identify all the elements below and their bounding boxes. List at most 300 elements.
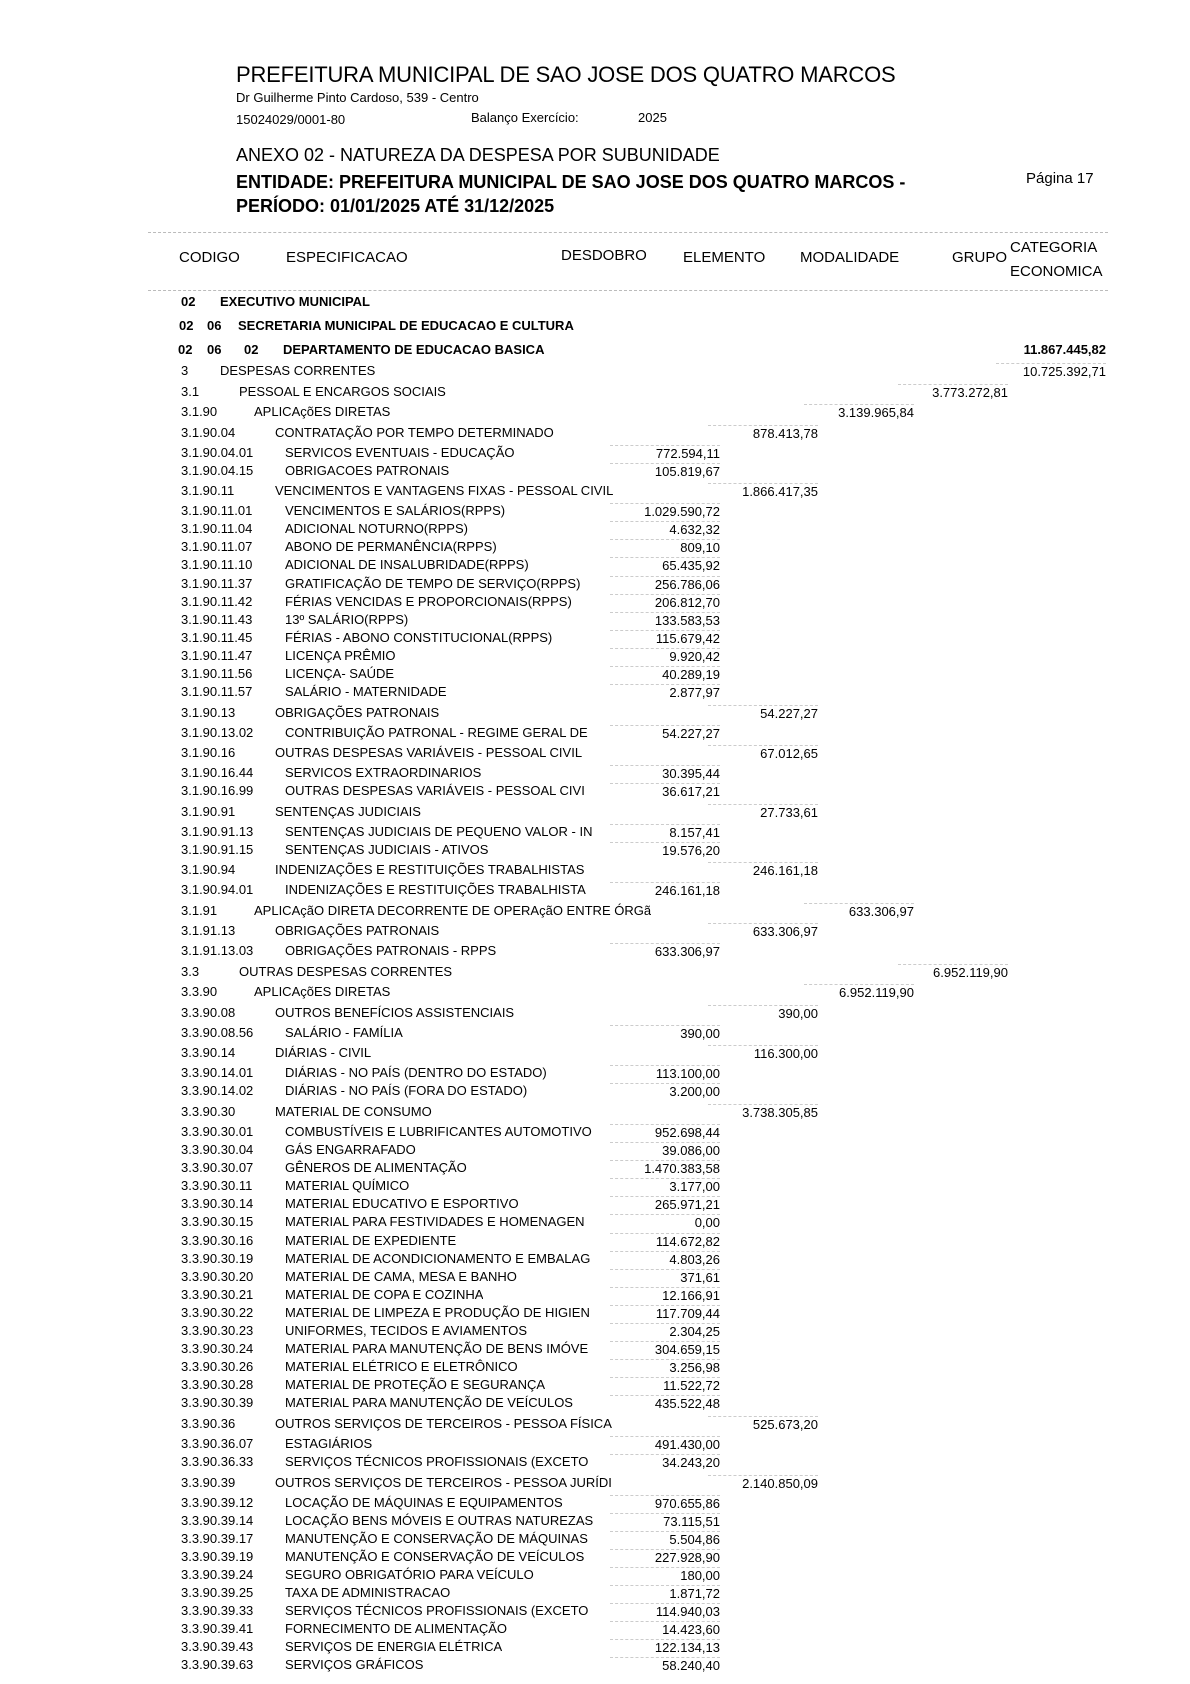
row-description: INDENIZAÇÕES E RESTITUIÇÕES TRABALHISTAS (275, 862, 585, 878)
unit-level-1-code: 02 (181, 294, 196, 309)
row-value-desd: 65.435,92 (610, 557, 720, 573)
table-row (0, 1567, 1190, 1585)
table-row (0, 1269, 1190, 1287)
table-row (0, 684, 1190, 702)
row-code: 3.3.90.39.63 (181, 1657, 254, 1673)
row-value-desd: 40.289,19 (610, 666, 720, 682)
row-code: 3.3.90.39 (181, 1474, 236, 1490)
row-value-desd: 122.134,13 (610, 1639, 720, 1655)
table-row (0, 1513, 1190, 1531)
row-value-desd: 117.709,44 (610, 1305, 720, 1321)
col-economica: ECONOMICA (1010, 263, 1103, 280)
row-value-elem: 67.012,65 (708, 745, 818, 761)
balanco-label: Balanço Exercício: (471, 110, 579, 125)
table-row (0, 1639, 1190, 1657)
table-row (0, 425, 1190, 443)
row-description: MATERIAL DE EXPEDIENTE (285, 1232, 457, 1248)
row-code: 3.3.90.30.07 (181, 1160, 254, 1176)
row-value-desd: 30.395,44 (610, 765, 720, 781)
row-description: MATERIAL DE LIMPEZA E PRODUÇÃO DE HIGIEN (285, 1304, 590, 1320)
row-description: OUTROS SERVIÇOS DE TERCEIROS - PESSOA JURÍDI (275, 1474, 612, 1490)
row-code: 3.1.90.91 (181, 803, 236, 819)
row-code: 3.1.91 (181, 902, 218, 918)
table-row (0, 463, 1190, 481)
row-code: 3.1.90.16 (181, 745, 236, 761)
row-value-desd: 180,00 (610, 1567, 720, 1583)
table-row (0, 1083, 1190, 1101)
row-value-mod: 6.952.119,90 (804, 984, 914, 1000)
row-value-grupo: 3.773.272,81 (898, 384, 1008, 400)
column-divider (148, 290, 1108, 291)
row-code: 3.3.90.39.33 (181, 1603, 254, 1619)
row-code: 3.3.90.30.19 (181, 1250, 254, 1266)
row-description: MANUTENÇÃO E CONSERVAÇÃO DE VEÍCULOS (285, 1548, 585, 1564)
row-description: FORNECIMENTO DE ALIMENTAÇÃO (285, 1621, 507, 1637)
table-row (0, 1621, 1190, 1639)
row-value-desd: 114.940,03 (610, 1603, 720, 1619)
row-value-desd: 115.679,42 (610, 630, 720, 646)
table-row (0, 1251, 1190, 1269)
row-value-desd: 34.243,20 (610, 1454, 720, 1470)
row-value-desd: 265.971,21 (610, 1196, 720, 1212)
row-value-desd: 73.115,51 (610, 1513, 720, 1529)
row-code: 3.3.90.30.20 (181, 1268, 254, 1284)
row-code: 3.1.90.11.56 (181, 666, 253, 681)
row-description: PESSOAL E ENCARGOS SOCIAIS (239, 383, 446, 399)
table-row (0, 1603, 1190, 1621)
col-grupo: GRUPO (952, 249, 1008, 266)
row-code: 3.3.90.30.01 (181, 1123, 254, 1139)
row-value-desd: 12.166,91 (610, 1287, 720, 1303)
anexo-title: ANEXO 02 - NATUREZA DA DESPESA POR SUBUNIDADE (236, 145, 720, 165)
table-row (0, 804, 1190, 822)
row-code: 3.1.90.16.44 (181, 765, 254, 781)
row-value-desd: 227.928,90 (610, 1549, 720, 1565)
row-value-desd: 246.161,18 (610, 882, 720, 898)
row-value-mod: 633.306,97 (804, 903, 914, 919)
entidade-title: ENTIDADE: PREFEITURA MUNICIPAL DE SAO JOSE DOS QUATRO MARCOS - (236, 172, 906, 192)
row-code: 3.3.90 (181, 984, 218, 1000)
row-value-desd: 133.583,53 (610, 612, 720, 628)
row-code: 3.1.90.13 (181, 704, 236, 720)
row-description: MATERIAL ELÉTRICO E ELETRÔNICO (285, 1359, 518, 1375)
table-row (0, 1233, 1190, 1251)
row-code: 3.1.90.11.42 (181, 593, 253, 609)
row-code: 3.3.90.08 (181, 1004, 236, 1020)
row-description: INDENIZAÇÕES E RESTITUIÇÕES TRABALHISTA (285, 882, 586, 898)
row-value-desd: 952.698,44 (610, 1124, 720, 1140)
row-description: OBRIGAÇÕES PATRONAIS (275, 704, 440, 720)
row-value-desd: 11.522,72 (610, 1377, 720, 1393)
row-value-desd: 1.871,72 (610, 1585, 720, 1601)
row-code: 3.3.90.30.22 (181, 1304, 254, 1320)
table-row (0, 1005, 1190, 1023)
row-code: 3.1.90.11.47 (181, 647, 253, 663)
unit-level-3-code-1: 02 (178, 342, 193, 357)
row-code: 3.3.90.14.02 (181, 1083, 254, 1099)
table-row (0, 557, 1190, 575)
row-code: 3.3.90.39.12 (181, 1494, 254, 1510)
row-code: 3.1 (181, 383, 200, 399)
row-code: 3.1.90.11.10 (181, 557, 253, 573)
row-description: LOCAÇÃO DE MÁQUINAS E EQUIPAMENTOS (285, 1494, 563, 1510)
row-value-mod: 3.139.965,84 (804, 404, 914, 420)
row-code: 3.1.90.13.02 (181, 724, 254, 740)
row-value-desd: 113.100,00 (610, 1065, 720, 1081)
table-row (0, 705, 1190, 723)
row-code: 3.3.90.30.16 (181, 1232, 254, 1248)
row-description: LICENÇA PRÊMIO (285, 647, 396, 663)
col-categoria: CATEGORIA (1010, 239, 1098, 256)
col-elemento: ELEMENTO (683, 249, 766, 266)
row-description: ESTAGIÁRIOS (285, 1435, 373, 1451)
row-code: 3.3.90.36.07 (181, 1435, 254, 1451)
row-code: 3.3.90.30.14 (181, 1196, 254, 1212)
table-row (0, 648, 1190, 666)
row-value-elem: 27.733,61 (708, 804, 818, 820)
row-description: SALÁRIO - FAMÍLIA (285, 1024, 403, 1040)
row-description: LICENÇA- SAÚDE (285, 666, 395, 681)
unit-level-3-name: DEPARTAMENTO DE EDUCACAO BASICA (283, 342, 545, 357)
row-value-desd: 19.576,20 (610, 842, 720, 858)
row-value-desd: 5.504,86 (610, 1531, 720, 1547)
row-value-desd: 256.786,06 (610, 576, 720, 592)
row-code: 3.3.90.30.15 (181, 1214, 254, 1230)
row-description: GRATIFICAÇÃO DE TEMPO DE SERVIÇO(RPPS) (285, 575, 581, 591)
row-code: 3.3.90.30.04 (181, 1142, 254, 1157)
table-row (0, 1549, 1190, 1567)
row-description: APLICAçãO DIRETA DECORRENTE DE OPERAçãO ENTRE ÓRGã (254, 902, 652, 918)
page-number: Página 17 (1026, 170, 1094, 187)
report-title: PREFEITURA MUNICIPAL DE SAO JOSE DOS QUATRO MARCOS (236, 62, 896, 87)
row-description: GÊNEROS DE ALIMENTAÇÃO (285, 1160, 467, 1176)
row-value-desd: 772.594,11 (610, 445, 720, 461)
row-description: ADICIONAL DE INSALUBRIDADE(RPPS) (285, 557, 529, 573)
row-value-desd: 2.304,25 (610, 1323, 720, 1339)
row-code: 3.3.90.39.43 (181, 1639, 254, 1655)
table-row (0, 404, 1190, 422)
row-value-elem: 390,00 (708, 1005, 818, 1021)
row-code: 3.3.90.39.24 (181, 1566, 254, 1582)
row-value-desd: 390,00 (610, 1025, 720, 1041)
cnpj: 15024029/0001-80 (236, 112, 346, 127)
col-modalidade: MODALIDADE (800, 249, 900, 266)
row-description: UNIFORMES, TECIDOS E AVIAMENTOS (285, 1323, 527, 1338)
row-code: 3.1.90.11.37 (181, 575, 253, 591)
table-row (0, 1178, 1190, 1196)
row-description: MATERIAL PARA MANUTENÇÃO DE VEÍCULOS (285, 1395, 573, 1411)
row-description: OBRIGAÇÕES PATRONAIS - RPPS (285, 943, 497, 959)
row-description: DIÁRIAS - NO PAÍS (FORA DO ESTADO) (285, 1083, 528, 1099)
unit-total: 11.867.445,82 (1023, 342, 1106, 357)
row-code: 3.3.90.30.21 (181, 1286, 254, 1302)
row-code: 3.3.90.36.33 (181, 1454, 254, 1469)
row-value-desd: 3.200,00 (610, 1083, 720, 1099)
row-description: CONTRIBUIÇÃO PATRONAL - REGIME GERAL DE (285, 724, 588, 740)
header-divider (148, 232, 1108, 233)
table-row (0, 594, 1190, 612)
table-row (0, 1657, 1190, 1675)
row-value-elem: 525.673,20 (708, 1416, 818, 1432)
row-description: SERVIÇOS GRÁFICOS (285, 1657, 424, 1673)
table-row (0, 1416, 1190, 1434)
row-value-desd: 206.812,70 (610, 594, 720, 610)
row-description: SERVICOS EVENTUAIS - EDUCAÇÃO (285, 444, 515, 460)
row-value-desd: 2.877,97 (610, 684, 720, 700)
row-code: 3.1.90.11 (181, 483, 235, 499)
row-description: TAXA DE ADMINISTRACAO (285, 1585, 451, 1600)
row-value-elem: 116.300,00 (708, 1045, 818, 1061)
row-description: MATERIAL DE CONSUMO (275, 1103, 432, 1119)
col-desdobro: DESDOBRO (561, 247, 647, 264)
row-code: 3.3.90.30.24 (181, 1341, 254, 1357)
table-row (0, 1287, 1190, 1305)
row-description: MATERIAL DE COPA E COZINHA (285, 1286, 484, 1302)
table-row (0, 882, 1190, 900)
row-code: 3.1.90.11.43 (181, 611, 253, 627)
row-value-elem: 54.227,27 (708, 705, 818, 721)
table-row (0, 725, 1190, 743)
table-row (0, 1323, 1190, 1341)
row-code: 3.3.90.08.56 (181, 1024, 254, 1040)
row-description: LOCAÇÃO BENS MÓVEIS E OUTRAS NATUREZAS (285, 1512, 594, 1528)
row-description: OBRIGAÇÕES PATRONAIS (275, 923, 440, 939)
table-row (0, 666, 1190, 684)
table-row (0, 842, 1190, 860)
row-code: 3.1.90.11.45 (181, 629, 253, 645)
row-value-elem: 878.413,78 (708, 425, 818, 441)
table-row (0, 1124, 1190, 1142)
table-row (0, 1395, 1190, 1413)
table-row (0, 503, 1190, 521)
row-description: DIÁRIAS - CIVIL (275, 1045, 372, 1061)
row-description: ABONO DE PERMANÊNCIA(RPPS) (285, 539, 497, 555)
table-row (0, 612, 1190, 630)
unit-level-2-name: SECRETARIA MUNICIPAL DE EDUCACAO E CULTURA (238, 318, 574, 333)
row-description: SERVIÇOS TÉCNICOS PROFISSIONAIS (EXCETO (285, 1603, 589, 1619)
table-row (0, 1045, 1190, 1063)
row-description: FÉRIAS - ABONO CONSTITUCIONAL(RPPS) (285, 629, 553, 645)
col-especificacao: ESPECIFICACAO (286, 249, 408, 266)
row-value-desd: 491.430,00 (610, 1436, 720, 1452)
row-code: 3.3.90.30.23 (181, 1323, 254, 1338)
row-value-desd: 371,61 (610, 1269, 720, 1285)
row-code: 3.1.91.13.03 (181, 943, 254, 959)
table-row (0, 783, 1190, 801)
row-description: VENCIMENTOS E SALÁRIOS(RPPS) (285, 503, 506, 519)
row-value-desd: 435.522,48 (610, 1395, 720, 1411)
table-row (0, 445, 1190, 463)
row-description: SENTENÇAS JUDICIAIS (275, 803, 421, 819)
row-description: ADICIONAL NOTURNO(RPPS) (285, 521, 468, 537)
table-row (0, 1341, 1190, 1359)
row-code: 3.1.90.16.99 (181, 783, 254, 799)
table-row (0, 1531, 1190, 1549)
row-code: 3.3.90.30.11 (181, 1178, 253, 1194)
row-code: 3.3.90.39.41 (181, 1621, 254, 1637)
row-value-elem: 246.161,18 (708, 862, 818, 878)
unit-level-2-code-1: 02 (179, 318, 194, 333)
row-code: 3.3.90.14.01 (181, 1065, 254, 1081)
row-code: 3.1.90 (181, 404, 218, 419)
row-description: 13º SALÁRIO(RPPS) (285, 611, 409, 627)
row-description: OBRIGACOES PATRONAIS (285, 462, 450, 478)
row-description: MATERIAL PARA FESTIVIDADES E HOMENAGEN (285, 1214, 585, 1230)
row-code: 3.1.90.04.15 (181, 462, 254, 478)
row-description: SERVIÇOS DE ENERGIA ELÉTRICA (285, 1639, 503, 1655)
unit-level-3-code-2: 06 (207, 342, 222, 357)
row-value-desd: 114.672,82 (610, 1233, 720, 1249)
row-value-desd: 3.177,00 (610, 1178, 720, 1194)
row-description: APLICAçõES DIRETAS (254, 404, 391, 419)
table-row (0, 862, 1190, 880)
unit-level-3-code-3: 02 (244, 342, 259, 357)
row-code: 3.3.90.30.26 (181, 1359, 254, 1375)
row-description: COMBUSTÍVEIS E LUBRIFICANTES AUTOMOTIVO (285, 1123, 592, 1139)
row-description: MATERIAL DE ACONDICIONAMENTO E EMBALAG (285, 1250, 591, 1266)
row-value-elem: 2.140.850,09 (708, 1475, 818, 1491)
table-row (0, 1585, 1190, 1603)
row-code: 3.3 (181, 963, 200, 979)
table-row (0, 1454, 1190, 1472)
table-row (0, 1025, 1190, 1043)
table-row (0, 1104, 1190, 1122)
row-value-desd: 39.086,00 (610, 1142, 720, 1158)
row-code: 3.1.90.11.01 (181, 503, 253, 519)
row-description: SERVICOS EXTRAORDINARIOS (285, 765, 482, 781)
table-row (0, 363, 1190, 381)
table-row (0, 483, 1190, 501)
row-code: 3 (181, 363, 189, 378)
table-row (0, 1436, 1190, 1454)
table-row (0, 964, 1190, 982)
table-row (0, 539, 1190, 557)
row-value-desd: 3.256,98 (610, 1359, 720, 1375)
row-value-desd: 14.423,60 (610, 1621, 720, 1637)
row-code: 3.3.90.36 (181, 1415, 236, 1431)
table-row (0, 903, 1190, 921)
row-value-desd: 4.632,32 (610, 521, 720, 537)
row-value-desd: 0,00 (610, 1214, 720, 1230)
row-code: 3.1.90.91.13 (181, 823, 254, 839)
table-row (0, 1377, 1190, 1395)
address: Dr Guilherme Pinto Cardoso, 539 - Centro (236, 90, 479, 105)
row-value-desd: 809,10 (610, 539, 720, 555)
table-row (0, 1065, 1190, 1083)
row-code: 3.1.90.11.07 (181, 539, 253, 555)
row-code: 3.3.90.39.19 (181, 1548, 254, 1564)
row-code: 3.1.90.11.04 (181, 521, 253, 537)
row-description: DESPESAS CORRENTES (220, 363, 376, 378)
table-row (0, 521, 1190, 539)
row-value-desd: 970.655,86 (610, 1495, 720, 1511)
table-row (0, 1475, 1190, 1493)
row-code: 3.3.90.14 (181, 1045, 236, 1061)
row-value-desd: 105.819,67 (610, 463, 720, 479)
row-description: SENTENÇAS JUDICIAIS - ATIVOS (285, 841, 489, 857)
unit-level-2-code-2: 06 (207, 318, 222, 333)
row-value-desd: 8.157,41 (610, 824, 720, 840)
row-description: CONTRATAÇÃO POR TEMPO DETERMINADO (275, 424, 554, 440)
row-value-elem: 1.866.417,35 (708, 483, 818, 499)
table-row (0, 1495, 1190, 1513)
row-description: OUTRAS DESPESAS CORRENTES (239, 963, 453, 979)
row-description: MATERIAL DE CAMA, MESA E BANHO (285, 1268, 517, 1284)
row-description: MATERIAL EDUCATIVO E ESPORTIVO (285, 1196, 519, 1212)
row-description: VENCIMENTOS E VANTAGENS FIXAS - PESSOAL CIVIL (275, 483, 614, 499)
row-code: 3.3.90.39.14 (181, 1512, 254, 1528)
row-value-desd: 58.240,40 (610, 1657, 720, 1673)
row-value-desd: 36.617,21 (610, 783, 720, 799)
row-description: SENTENÇAS JUDICIAIS DE PEQUENO VALOR - IN (285, 823, 593, 839)
row-value-desd: 1.470.383,58 (610, 1160, 720, 1176)
row-description: MATERIAL PARA MANUTENÇÃO DE BENS IMÓVE (285, 1341, 589, 1357)
table-row (0, 1160, 1190, 1178)
row-description: SERVIÇOS TÉCNICOS PROFISSIONAIS (EXCETO (285, 1454, 589, 1469)
table-row (0, 984, 1190, 1002)
table-row (0, 1214, 1190, 1232)
table-row (0, 943, 1190, 961)
row-description: OUTRAS DESPESAS VARIÁVEIS - PESSOAL CIVIL (275, 745, 583, 761)
row-code: 3.3.90.30.28 (181, 1377, 254, 1393)
row-code: 3.1.90.04 (181, 424, 236, 440)
row-code: 3.3.90.30.39 (181, 1395, 254, 1411)
row-description: FÉRIAS VENCIDAS E PROPORCIONAIS(RPPS) (285, 593, 572, 609)
table-row (0, 824, 1190, 842)
unit-level-1-name: EXECUTIVO MUNICIPAL (220, 294, 370, 309)
periodo-title: PERÍODO: 01/01/2025 ATÉ 31/12/2025 (236, 196, 555, 216)
row-description: GÁS ENGARRAFADO (285, 1142, 416, 1157)
table-row (0, 630, 1190, 648)
row-code: 3.1.90.04.01 (181, 444, 254, 460)
table-row (0, 576, 1190, 594)
row-description: SEGURO OBRIGATÓRIO PARA VEÍCULO (285, 1566, 534, 1582)
row-code: 3.1.90.11.57 (181, 684, 253, 700)
table-row (0, 923, 1190, 941)
row-code: 3.1.90.91.15 (181, 841, 254, 857)
row-code: 3.1.91.13 (181, 923, 236, 939)
row-description: OUTROS SERVIÇOS DE TERCEIROS - PESSOA FÍSICA (275, 1415, 612, 1431)
row-value-desd: 304.659,15 (610, 1341, 720, 1357)
row-description: DIÁRIAS - NO PAÍS (DENTRO DO ESTADO) (285, 1065, 547, 1081)
row-value-cat: 10.725.392,71 (996, 363, 1106, 379)
row-code: 3.3.90.30 (181, 1103, 236, 1119)
row-description: MATERIAL DE PROTEÇÃO E SEGURANÇA (285, 1377, 546, 1393)
row-value-desd: 633.306,97 (610, 943, 720, 959)
table-row (0, 1359, 1190, 1377)
row-code: 3.1.90.94 (181, 862, 236, 878)
table-row (0, 765, 1190, 783)
row-description: OUTROS BENEFÍCIOS ASSISTENCIAIS (275, 1004, 515, 1020)
row-description: OUTRAS DESPESAS VARIÁVEIS - PESSOAL CIVI (285, 783, 585, 799)
table-row (0, 745, 1190, 763)
row-code: 3.1.90.94.01 (181, 882, 254, 898)
row-description: MATERIAL QUÍMICO (285, 1178, 410, 1194)
row-value-elem: 3.738.305,85 (708, 1104, 818, 1120)
row-value-grupo: 6.952.119,90 (898, 964, 1008, 980)
row-code: 3.3.90.39.17 (181, 1530, 254, 1546)
row-description: MANUTENÇÃO E CONSERVAÇÃO DE MÁQUINAS (285, 1530, 588, 1546)
row-value-desd: 54.227,27 (610, 725, 720, 741)
exercicio-year: 2025 (638, 110, 667, 125)
row-value-desd: 9.920,42 (610, 648, 720, 664)
row-value-elem: 633.306,97 (708, 923, 818, 939)
col-codigo: CODIGO (179, 249, 240, 266)
table-row (0, 1196, 1190, 1214)
row-value-desd: 1.029.590,72 (610, 503, 720, 519)
row-description: APLICAçõES DIRETAS (254, 984, 391, 1000)
row-description: SALÁRIO - MATERNIDADE (285, 684, 447, 700)
